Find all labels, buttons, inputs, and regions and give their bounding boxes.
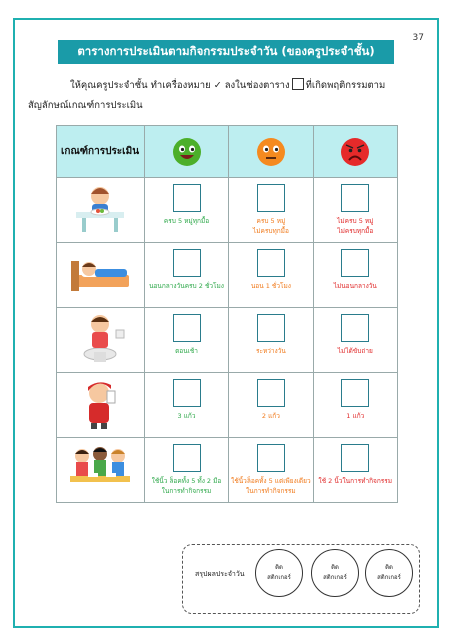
row-image-cell	[57, 243, 145, 308]
option-label: ใช้นิ้ว ล็อคทั้ง 5 ทั้ง 2 มือ ในการทำกิจกรรม	[151, 477, 222, 495]
check-box[interactable]	[173, 379, 201, 407]
daily-summary-box	[182, 544, 420, 614]
option-label: นอน 1 ชั่วโมง	[250, 282, 291, 290]
option-label: ใช้ 2 นิ้วในการทำกิจกรรม	[318, 477, 393, 485]
check-box[interactable]	[173, 249, 201, 277]
child-drinking-milk-icon	[75, 377, 125, 431]
option-cell-bad	[313, 438, 397, 503]
check-box[interactable]	[257, 249, 285, 277]
option-cell-mid	[229, 373, 313, 438]
checkbox-sample-icon	[292, 78, 304, 90]
child-toilet-icon	[72, 312, 128, 364]
check-box[interactable]	[341, 379, 369, 407]
summary-label: สรุปผลประจำวัน	[195, 570, 245, 578]
face-header-neutral	[229, 126, 313, 178]
check-box[interactable]	[173, 444, 201, 472]
option-cell-mid	[229, 243, 313, 308]
option-label: ใช้นิ้วล็อคทั้ง 5 แต่เพียงเดียว ในการทำกิจกรรม	[231, 477, 311, 495]
sad-face-icon	[340, 137, 370, 167]
row-image-cell	[57, 373, 145, 438]
face-header-sad	[313, 126, 397, 178]
option-cell-good	[144, 373, 228, 438]
option-cell-good	[144, 438, 228, 503]
happy-face-icon	[172, 137, 202, 167]
option-cell-bad	[313, 373, 397, 438]
option-cell-mid	[229, 438, 313, 503]
option-label: ระหว่างวัน	[255, 347, 286, 355]
face-header-good	[144, 126, 228, 178]
neutral-face-icon	[256, 137, 286, 167]
option-cell-mid	[229, 178, 313, 243]
table-row-writing	[57, 438, 398, 503]
check-box[interactable]	[257, 379, 285, 407]
sticker-circle[interactable]	[365, 549, 413, 597]
instruction-line-2: สัญลักษณ์เกณฑ์การประเมิน	[28, 100, 143, 111]
check-box[interactable]	[341, 249, 369, 277]
option-cell-good	[144, 243, 228, 308]
option-cell-good	[144, 178, 228, 243]
option-cell-bad	[313, 308, 397, 373]
option-cell-bad	[313, 243, 397, 308]
sticker-circle[interactable]	[255, 549, 303, 597]
check-box[interactable]	[257, 184, 285, 212]
instruction-line-1	[70, 78, 385, 93]
option-label: 1 แก้ว	[346, 412, 365, 420]
option-cell-mid	[229, 308, 313, 373]
option-label: ไม่ครบ 5 หมู่ ไม่ครบทุกมื้อ	[337, 217, 374, 235]
children-writing-icon	[64, 442, 136, 496]
option-label: ครบ 5 หมู่ ไม่ครบทุกมื้อ	[252, 217, 289, 235]
sticker-label: ติด สติกเกอร์	[323, 564, 347, 581]
option-label: ไม่นอนกลางวัน	[333, 282, 377, 290]
option-label: นอนกลางวันครบ 2 ชั่วโมง	[149, 282, 224, 290]
option-label: ตอนเช้า	[175, 347, 198, 355]
row-image-cell	[57, 178, 145, 243]
check-box[interactable]	[173, 184, 201, 212]
check-box[interactable]	[257, 314, 285, 342]
page-number: 37	[412, 33, 424, 43]
table-row-eating	[57, 178, 398, 243]
option-cell-bad	[313, 178, 397, 243]
page-title: ตารางการประเมินตามกิจกรรมประจำวัน (ของครูประจำชั้น)	[58, 40, 394, 64]
evaluation-table	[56, 125, 398, 503]
option-label: 3 แก้ว	[177, 412, 196, 420]
table-header-row	[57, 126, 398, 178]
check-box[interactable]	[173, 314, 201, 342]
instruction-text-a: ให้คุณครูประจำชั้น ทำเครื่องหมาย ✓ ลงในช่องตาราง	[70, 80, 290, 91]
sticker-label: ติด สติกเกอร์	[377, 564, 401, 581]
check-box[interactable]	[257, 444, 285, 472]
criteria-header: เกณฑ์การประเมิน	[57, 126, 145, 178]
option-label: 2 แก้ว	[261, 412, 280, 420]
child-sleeping-icon	[67, 247, 133, 297]
table-row-toilet	[57, 308, 398, 373]
row-image-cell	[57, 308, 145, 373]
option-label: ครบ 5 หมู่ทุกมื้อ	[163, 217, 210, 225]
row-image-cell	[57, 438, 145, 503]
table-row-sleeping	[57, 243, 398, 308]
sticker-label: ติด สติกเกอร์	[267, 564, 291, 581]
option-cell-good	[144, 308, 228, 373]
check-box[interactable]	[341, 314, 369, 342]
child-eating-icon	[70, 182, 130, 234]
check-box[interactable]	[341, 184, 369, 212]
option-label: ไม่ได้ขับถ่าย	[337, 347, 373, 355]
table-row-milk	[57, 373, 398, 438]
check-box[interactable]	[341, 444, 369, 472]
sticker-circle[interactable]	[311, 549, 359, 597]
instruction-text-b: ที่เกิดพฤติกรรมตาม	[305, 80, 386, 91]
